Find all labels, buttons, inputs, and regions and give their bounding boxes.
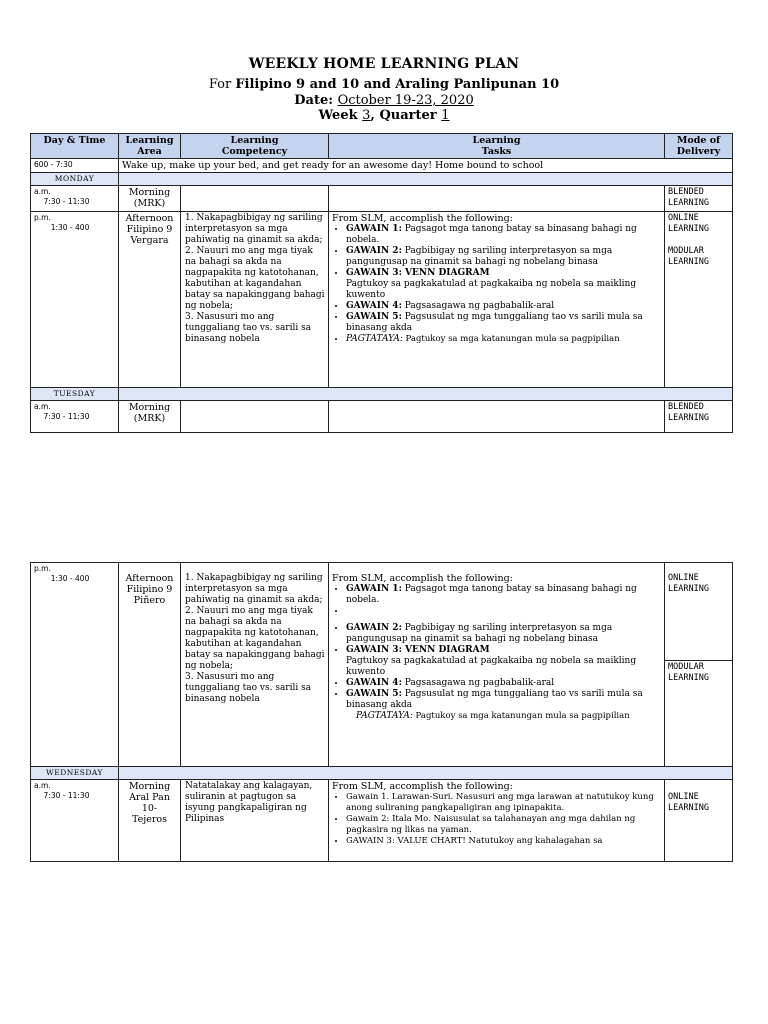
tuesday-pm-area: Afternoon Filipino 9 Piñero — [119, 563, 181, 767]
date-label: Date: — [294, 93, 338, 108]
task-list — [332, 792, 661, 847]
competency-2: 2. Nauuri mo ang mga tiyak na bahagi sa akda na nagpapakita ng katotohanan, kabutihan at kagandahan batay sa napakinggang bahagi ng nobela; — [185, 606, 325, 671]
competency-3: 3. Nasusuri mo ang tunggaliang tao vs. sarili sa binasang nobela — [185, 312, 312, 344]
subjects: Filipino 9 and 10 and Araling Panlipunan 10 — [235, 77, 560, 92]
week-number: 3 — [362, 108, 371, 123]
competency-1: 1. Nakapagbibigay ng sariling interpretasyon sa mga pahiwatig na ginamit sa akda; — [185, 573, 323, 605]
task-gawain-3: • GAWAIN 3: VALUE CHART! Natutukoy ang kahalagahan sa — [346, 836, 661, 847]
col-learning-competency: Learning Competency — [181, 134, 329, 159]
task-list-cont — [332, 623, 661, 711]
plan-table-2 — [30, 562, 733, 862]
task-pagtataya: PAGTATAYA: Pagtukoy sa mga katanungan mula sa pagpipilian — [356, 711, 630, 721]
quarter-label: , Quarter — [370, 108, 442, 123]
subtitle — [0, 77, 768, 92]
monday-am-area: Morning (MRK) — [119, 186, 181, 212]
day-label-wednesday: WEDNESDAY — [31, 767, 119, 780]
task-gawain-4: • GAWAIN 4: Pagsasagawa ng pagbabalik-aral — [346, 301, 661, 312]
tuesday-pm-row-a — [31, 563, 733, 661]
monday-tasks — [329, 212, 665, 388]
day-label-tuesday: TUESDAY — [31, 388, 119, 401]
routine-row — [31, 159, 733, 173]
monday-pm-row — [31, 212, 733, 388]
monday-pm-area: Afternoon Filipino 9 Vergara — [119, 212, 181, 388]
page-title: WEEKLY HOME LEARNING PLAN — [248, 56, 520, 72]
col-mode-of-delivery: Mode of Delivery — [665, 134, 733, 159]
task-gawain-2: • GAWAIN 2: Pagbibigay ng sariling interpretasyon sa mga pangungusap na ginamit sa bahagi ng nobelang binasa — [346, 623, 661, 645]
wednesday-am-row — [31, 780, 733, 862]
tuesday-am-time: a.m. 7:30 - 11:30 — [31, 401, 119, 433]
quarter-number: 1 — [441, 108, 450, 123]
monday-pm-time: p.m. 1:30 - 400 — [31, 212, 119, 388]
task-gawain-4: • GAWAIN 4: Pagsasagawa ng pagbabalik-aral — [346, 678, 661, 689]
header-row — [31, 134, 733, 159]
wednesday-tasks — [329, 780, 665, 862]
tuesday-pm-time: p.m. 1:30 - 400 — [31, 563, 119, 767]
routine-time: 600 - 7:30 — [31, 159, 119, 173]
monday-am-row — [31, 186, 733, 212]
task-gawain-1: • Gawain 1. Larawan-Suri. Nasusuri ang mga larawan at natutukoy kung anong suliraning pangkapaligiran ang ipinapakita. — [346, 792, 661, 814]
task-gawain-3: • GAWAIN 3: VENN DIAGRAM Pagtukoy sa pagkakatulad at pagkakaiba ng nobela sa maikling kuwento — [346, 268, 661, 301]
tasks-intro: From SLM, accomplish the following: — [332, 781, 513, 792]
day-row-tuesday — [31, 388, 733, 401]
task-gawain-5: • GAWAIN 5: Pagsusulat ng mga tunggaliang tao vs sarili mula sa binasang akda — [346, 312, 661, 334]
monday-am-time: a.m. 7:30 - 11:30 — [31, 186, 119, 212]
task-list — [332, 584, 661, 617]
week-line — [0, 108, 768, 123]
task-gawain-1: • GAWAIN 1: Pagsagot mga tanong batay sa binasang bahagi ng nobela. — [346, 224, 661, 246]
date-value: October 19-23, 2020 — [337, 93, 474, 108]
tuesday-am-row — [31, 401, 733, 433]
col-learning-area: Learning Area — [119, 134, 181, 159]
day-row-monday — [31, 173, 733, 186]
date-line — [0, 93, 768, 108]
plan-table-1 — [30, 133, 733, 433]
tuesday-competency — [181, 563, 329, 767]
task-gawain-2: • GAWAIN 2: Pagbibigay ng sariling interpretasyon sa mga pangungusap na ginamit sa bahagi ng nobelang binasa — [346, 246, 661, 268]
task-gawain-5: • GAWAIN 5: Pagsusulat ng mga tunggaliang tao vs sarili mula sa binasang akda — [346, 689, 661, 711]
tuesday-am-mode: BLENDED LEARNING — [665, 401, 733, 433]
competency-2: 2. Nauuri mo ang mga tiyak na bahagi sa akda na nagpapakita ng katotohanan, kabutihan at kagandahan batay sa napakinggang bahagi ng nobela; — [185, 246, 325, 311]
wednesday-competency: Natatalakay ang kalagayan, suliranin at pagtugon sa isyung pangkapaligiran ng Pilipinas — [181, 780, 329, 862]
task-gawain-1: • GAWAIN 1: Pagsagot mga tanong batay sa binasang bahagi ng nobela. — [346, 584, 661, 606]
task-empty — [346, 606, 661, 617]
wednesday-am-time: a.m. 7:30 - 11:30 — [31, 780, 119, 862]
week-label: Week — [318, 108, 363, 123]
col-learning-tasks: Learning Tasks — [329, 134, 665, 159]
monday-competency — [181, 212, 329, 388]
for-prefix: For — [208, 77, 236, 92]
tuesday-pm-mode-modular: MODULAR LEARNING — [665, 661, 733, 767]
tuesday-pm-mode-online: ONLINE LEARNING — [665, 563, 733, 661]
day-label-monday: MONDAY — [31, 173, 119, 186]
tuesday-am-area: Morning (MRK) — [119, 401, 181, 433]
task-list — [332, 224, 661, 345]
tuesday-tasks — [329, 563, 665, 767]
task-gawain-3: • GAWAIN 3: VENN DIAGRAM Pagtukoy sa pagkakatulad at pagkakaiba ng nobela sa maikling kuwento — [346, 645, 661, 678]
task-gawain-2: • Gawain 2: Itala Mo. Naisusulat sa talahanayan ang mga dahilan ng pagkasira ng likas na yaman. — [346, 814, 661, 836]
competency-1: 1. Nakapagbibigay ng sariling interpretasyon sa mga pahiwatig na ginamit sa akda; — [185, 213, 323, 245]
tasks-intro: From SLM, accomplish the following: — [332, 213, 513, 224]
col-day-time: Day & Time — [31, 134, 119, 159]
wednesday-am-area: Morning Aral Pan 10- Tejeros — [119, 780, 181, 862]
routine-text: Wake up, make up your bed, and get ready for an awesome day! Home bound to school — [119, 159, 733, 173]
task-pagtataya: • PAGTATAYA: Pagtukoy sa mga katanungan mula sa pagpipilian — [346, 334, 661, 345]
wednesday-am-mode: ONLINE LEARNING — [665, 780, 733, 862]
monday-am-mode: BLENDED LEARNING — [665, 186, 733, 212]
tasks-intro: From SLM, accomplish the following: — [332, 573, 513, 584]
monday-pm-mode: ONLINE LEARNING MODULAR LEARNING — [665, 212, 733, 388]
day-row-wednesday — [31, 767, 733, 780]
competency-3: 3. Nasusuri mo ang tunggaliang tao vs. sarili sa binasang nobela — [185, 672, 312, 704]
